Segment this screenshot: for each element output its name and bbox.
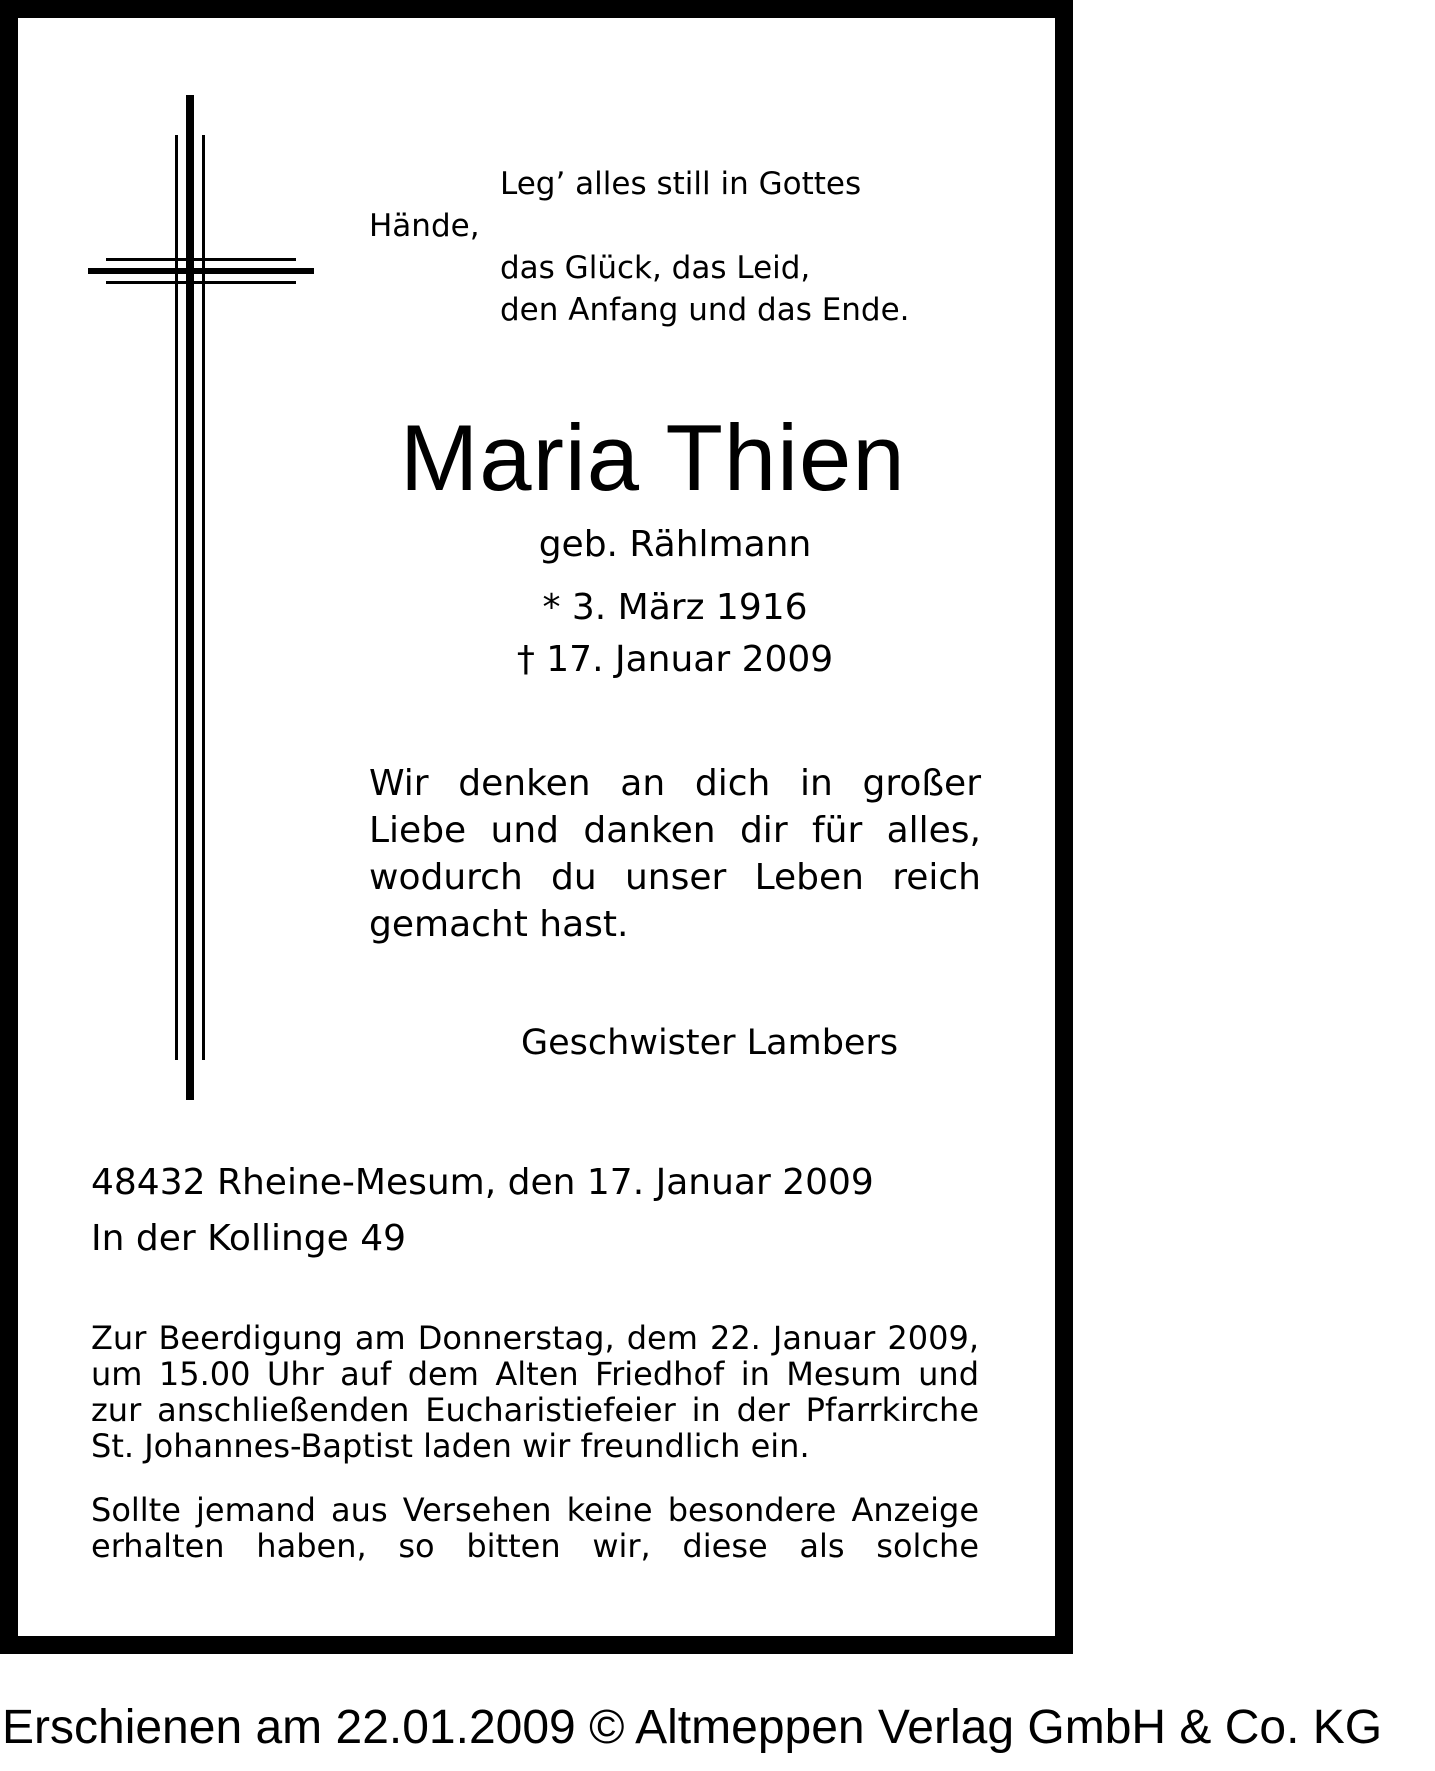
- address-line-1: 48432 Rheine-Mesum, den 17. Januar 2009: [91, 1162, 874, 1203]
- signature: Geschwister Lambers: [521, 1023, 899, 1063]
- funeral-line: zur anschließenden Eucharistiefeier in der Pfarrkirche: [91, 1391, 979, 1429]
- verse-line-4: den Anfang und das Ende.: [500, 292, 910, 328]
- notice-line: Sollte jemand aus Versehen keine besondere Anzeige: [91, 1491, 979, 1529]
- dedication-text: [369, 760, 981, 948]
- address-line-2: In der Kollinge 49: [91, 1218, 407, 1259]
- notice-line: erhalten haben, so bitten wir, diese als solche: [91, 1527, 979, 1565]
- birth-name: geb. Rählmann: [538, 524, 812, 565]
- dedication-line: Liebe und danken dir für alles,: [369, 810, 981, 851]
- death-date: † 17. Januar 2009: [516, 639, 834, 680]
- birth-date: * 3. März 1916: [542, 587, 808, 628]
- funeral-invitation: [91, 1320, 979, 1464]
- funeral-line: St. Johannes-Baptist laden wir freundlich ein.: [91, 1427, 810, 1465]
- verse-line-3: das Glück, das Leid,: [500, 250, 811, 286]
- dedication-line: gemacht hast.: [369, 904, 629, 945]
- dedication-line: Wir denken an dich in großer: [369, 763, 981, 804]
- deceased-name: Maria Thien: [400, 405, 906, 510]
- publication-footer: Erschienen am 22.01.2009 © Altmeppen Verlag GmbH & Co. KG: [2, 1701, 1383, 1754]
- notice-paragraph: [91, 1492, 979, 1564]
- dedication-line: wodurch du unser Leben reich: [369, 857, 981, 898]
- verse-line-2: Hände,: [369, 208, 480, 244]
- cross-icon: [88, 95, 314, 1100]
- verse-line-1: Leg’ alles still in Gottes: [500, 166, 862, 202]
- funeral-line: Zur Beerdigung am Donnerstag, dem 22. Januar 2009,: [91, 1319, 979, 1357]
- funeral-line: um 15.00 Uhr auf dem Alten Friedhof in Mesum und: [91, 1355, 979, 1393]
